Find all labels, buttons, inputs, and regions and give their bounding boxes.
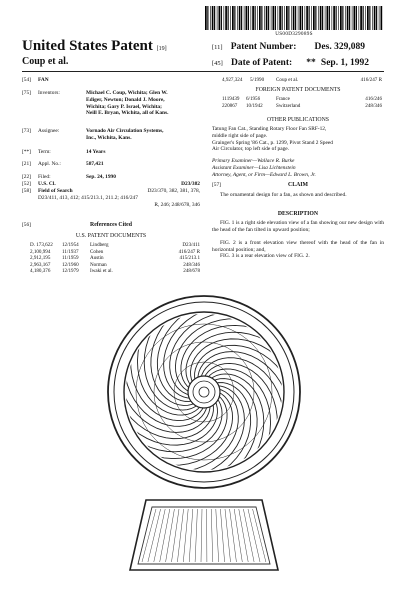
reference-class: 248/346 — [183, 261, 200, 268]
reference-class: 416/247 R — [360, 77, 382, 83]
reference-date: 6/1956 — [246, 96, 261, 102]
description-title: DESCRIPTION — [277, 211, 319, 217]
reference-date: 11/1959 — [62, 255, 79, 262]
reference-number: 2,100,994 — [30, 248, 51, 255]
reference-name: Cohen — [90, 248, 104, 255]
reference-name: Austin — [90, 255, 104, 262]
assistant-examiner: Assistant Examiner—Lisa Lichtenstein — [212, 164, 296, 171]
reference-class: 415/213.1 — [179, 255, 200, 262]
reference-number: 220867 — [222, 102, 238, 109]
reference-number: 2,912,195 — [30, 255, 51, 262]
header-rule — [22, 71, 384, 72]
reference-number: 4,180,376 — [30, 268, 51, 275]
fan-drawing — [106, 232, 302, 582]
reference-row — [222, 103, 382, 109]
reference-class: 416/247 R — [178, 248, 200, 255]
other-publications-title: OTHER PUBLICATIONS — [267, 117, 329, 123]
reference-number: D. 173,622 — [30, 242, 53, 248]
foreign-docs-title: FOREIGN PATENT DOCUMENTS — [255, 87, 341, 93]
description-fig1: FIG. 1 is a right side elevation view of a fan showing our new design with the head of the fan tilted in upward position; — [212, 220, 384, 233]
reference-date: 10/1942 — [246, 102, 263, 109]
reference-class: 248/346 — [365, 102, 382, 109]
reference-name: Switzerland — [276, 102, 301, 109]
reference-class: 416/246 — [365, 96, 382, 102]
description-fig2: FIG. 2 is a front elevation view thereof with the head of the fan in horizontal position; and, — [212, 240, 384, 253]
reference-date: 12/1954 — [62, 242, 79, 248]
reference-number: 2,963,167 — [30, 261, 51, 268]
patent-number: Des. 329,089 — [314, 42, 365, 52]
date-line: [45] Date of Patent: ** Sep. 1, 1992 — [212, 58, 369, 68]
inventor-short: Coup et al. — [22, 56, 69, 67]
reference-date: 12/1960 — [62, 261, 79, 268]
reference-name: Norman — [90, 261, 107, 268]
primary-examiner: Primary Examiner—Wallace R. Burke — [212, 158, 295, 164]
reference-row — [222, 77, 382, 83]
claim-text: The ornamental design for a fan, as shown and described. — [220, 192, 347, 198]
reference-number: 4,927,324 — [222, 77, 243, 83]
other-publications: Tatung Fan Cat., Standing Rotary Floor Fan SRF-12, middle right side of page. Grainger's Spring '86 Cat., p. 1299, Pivot Stand 2 Speed Air Circulator, top left side of page. — [212, 126, 333, 153]
country-title: United States Patent [19] — [22, 38, 167, 54]
fan-base — [130, 500, 278, 570]
reference-name: Iwaki et al. — [90, 268, 113, 275]
examiners — [212, 158, 384, 178]
description-fig3: FIG. 3 is a rear elevation view of FIG. 2. — [220, 253, 310, 259]
reference-number: 1119439 — [222, 96, 240, 102]
reference-class: 248/678 — [183, 268, 200, 275]
us-patent-docs-title: U.S. PATENT DOCUMENTS — [75, 233, 147, 239]
reference-name: Coup et al. — [276, 77, 299, 83]
attorney: Attorney, Agent, or Firm—Edward L. Brown, Jr. — [212, 171, 316, 178]
date-marker: ** — [306, 58, 316, 68]
title-code: [19] — [156, 46, 167, 52]
reference-date: 12/1979 — [62, 268, 79, 275]
fan-hub — [188, 376, 220, 408]
reference-name: Lindberg — [90, 242, 109, 248]
patent-page: US00D329089S United States Patent [19] Coup et al. [11] Patent Number: Des. 329,089 [45] Date of Patent: ** Sep. 1, 1992 [54] FAN [75] Inventors: Michael C. Coup, Wichita; Glen W. Ediger, Newton; Donald J. Moore, Wichita; Gary P. Israel, Wichita; Neill E. Bryan, Wichita, all of Kans. [73] Assignee: Vornado Air Circulation Systems, Inc., Wichita, Kans. [**] Term: 14 Years [21] Appl. No.: 587,421 [22] Filed: Sep. 24, 1990 [52] U.S. Cl. D23/382 [58] Field of Search D23/370, 382, 381, 378, D23/411, 413, 412; 415/213.1, 211.2; 416/247 R, 246; 248/678, 346 [56] References Cited U.S. PATENT DOCUMENTS D. 173,622 12/1954 Lindberg D23/411 2,100,994 11/1937 Cohen 416/247 R 2,912,195 11/1959 Austin 415/213.1 2,963,167 12/1960 Norman 248/346 4,180,376 12/1979 Iwaki et al. 248/678 4,927,324 5/1990 Coup et al. 416/247 R FOREIGN PATENT DOCUMENTS 1119439 6/1956 France 416/246 220867 10/1942 Switzerland 248/346 OTHER PUBLICATIONS Tatung Fan Cat., Standing Rotary Floor Fan SRF-12, middle right side of page. Grainger's Spring '86 Cat., p. 1299, Pivot Stand 2 Speed Air Circulator, top left side of page. Primary Examiner—Wallace R. Burke Assistant Examiner—Lisa Lichtenstein Attorney, Agent, or Firm—Edward L. Brown, Jr. [57] CLAIM The ornamental design for a fan, as shown and described. DESCRIPTION FIG. 1 is a right side elevation view of a fan showing our new design with the head of the fan tilted in upward position; FIG. 2 is a front elevation view thereof with the head of the fan in horizontal position; and, FIG. 3 is a rear elevation view of FIG. 2. — [0, 0, 404, 600]
reference-date: 11/1937 — [62, 248, 79, 255]
patent-number-line: [11] Patent Number: Des. 329,089 — [212, 42, 365, 52]
patent-id-small: US00D329089S — [275, 31, 313, 37]
reference-row — [222, 96, 382, 102]
reference-date: 5/1990 — [250, 77, 265, 83]
reference-name: France — [276, 96, 290, 102]
barcode — [205, 6, 383, 30]
reference-class: D23/411 — [182, 242, 200, 248]
patent-date: Sep. 1, 1992 — [320, 58, 369, 68]
